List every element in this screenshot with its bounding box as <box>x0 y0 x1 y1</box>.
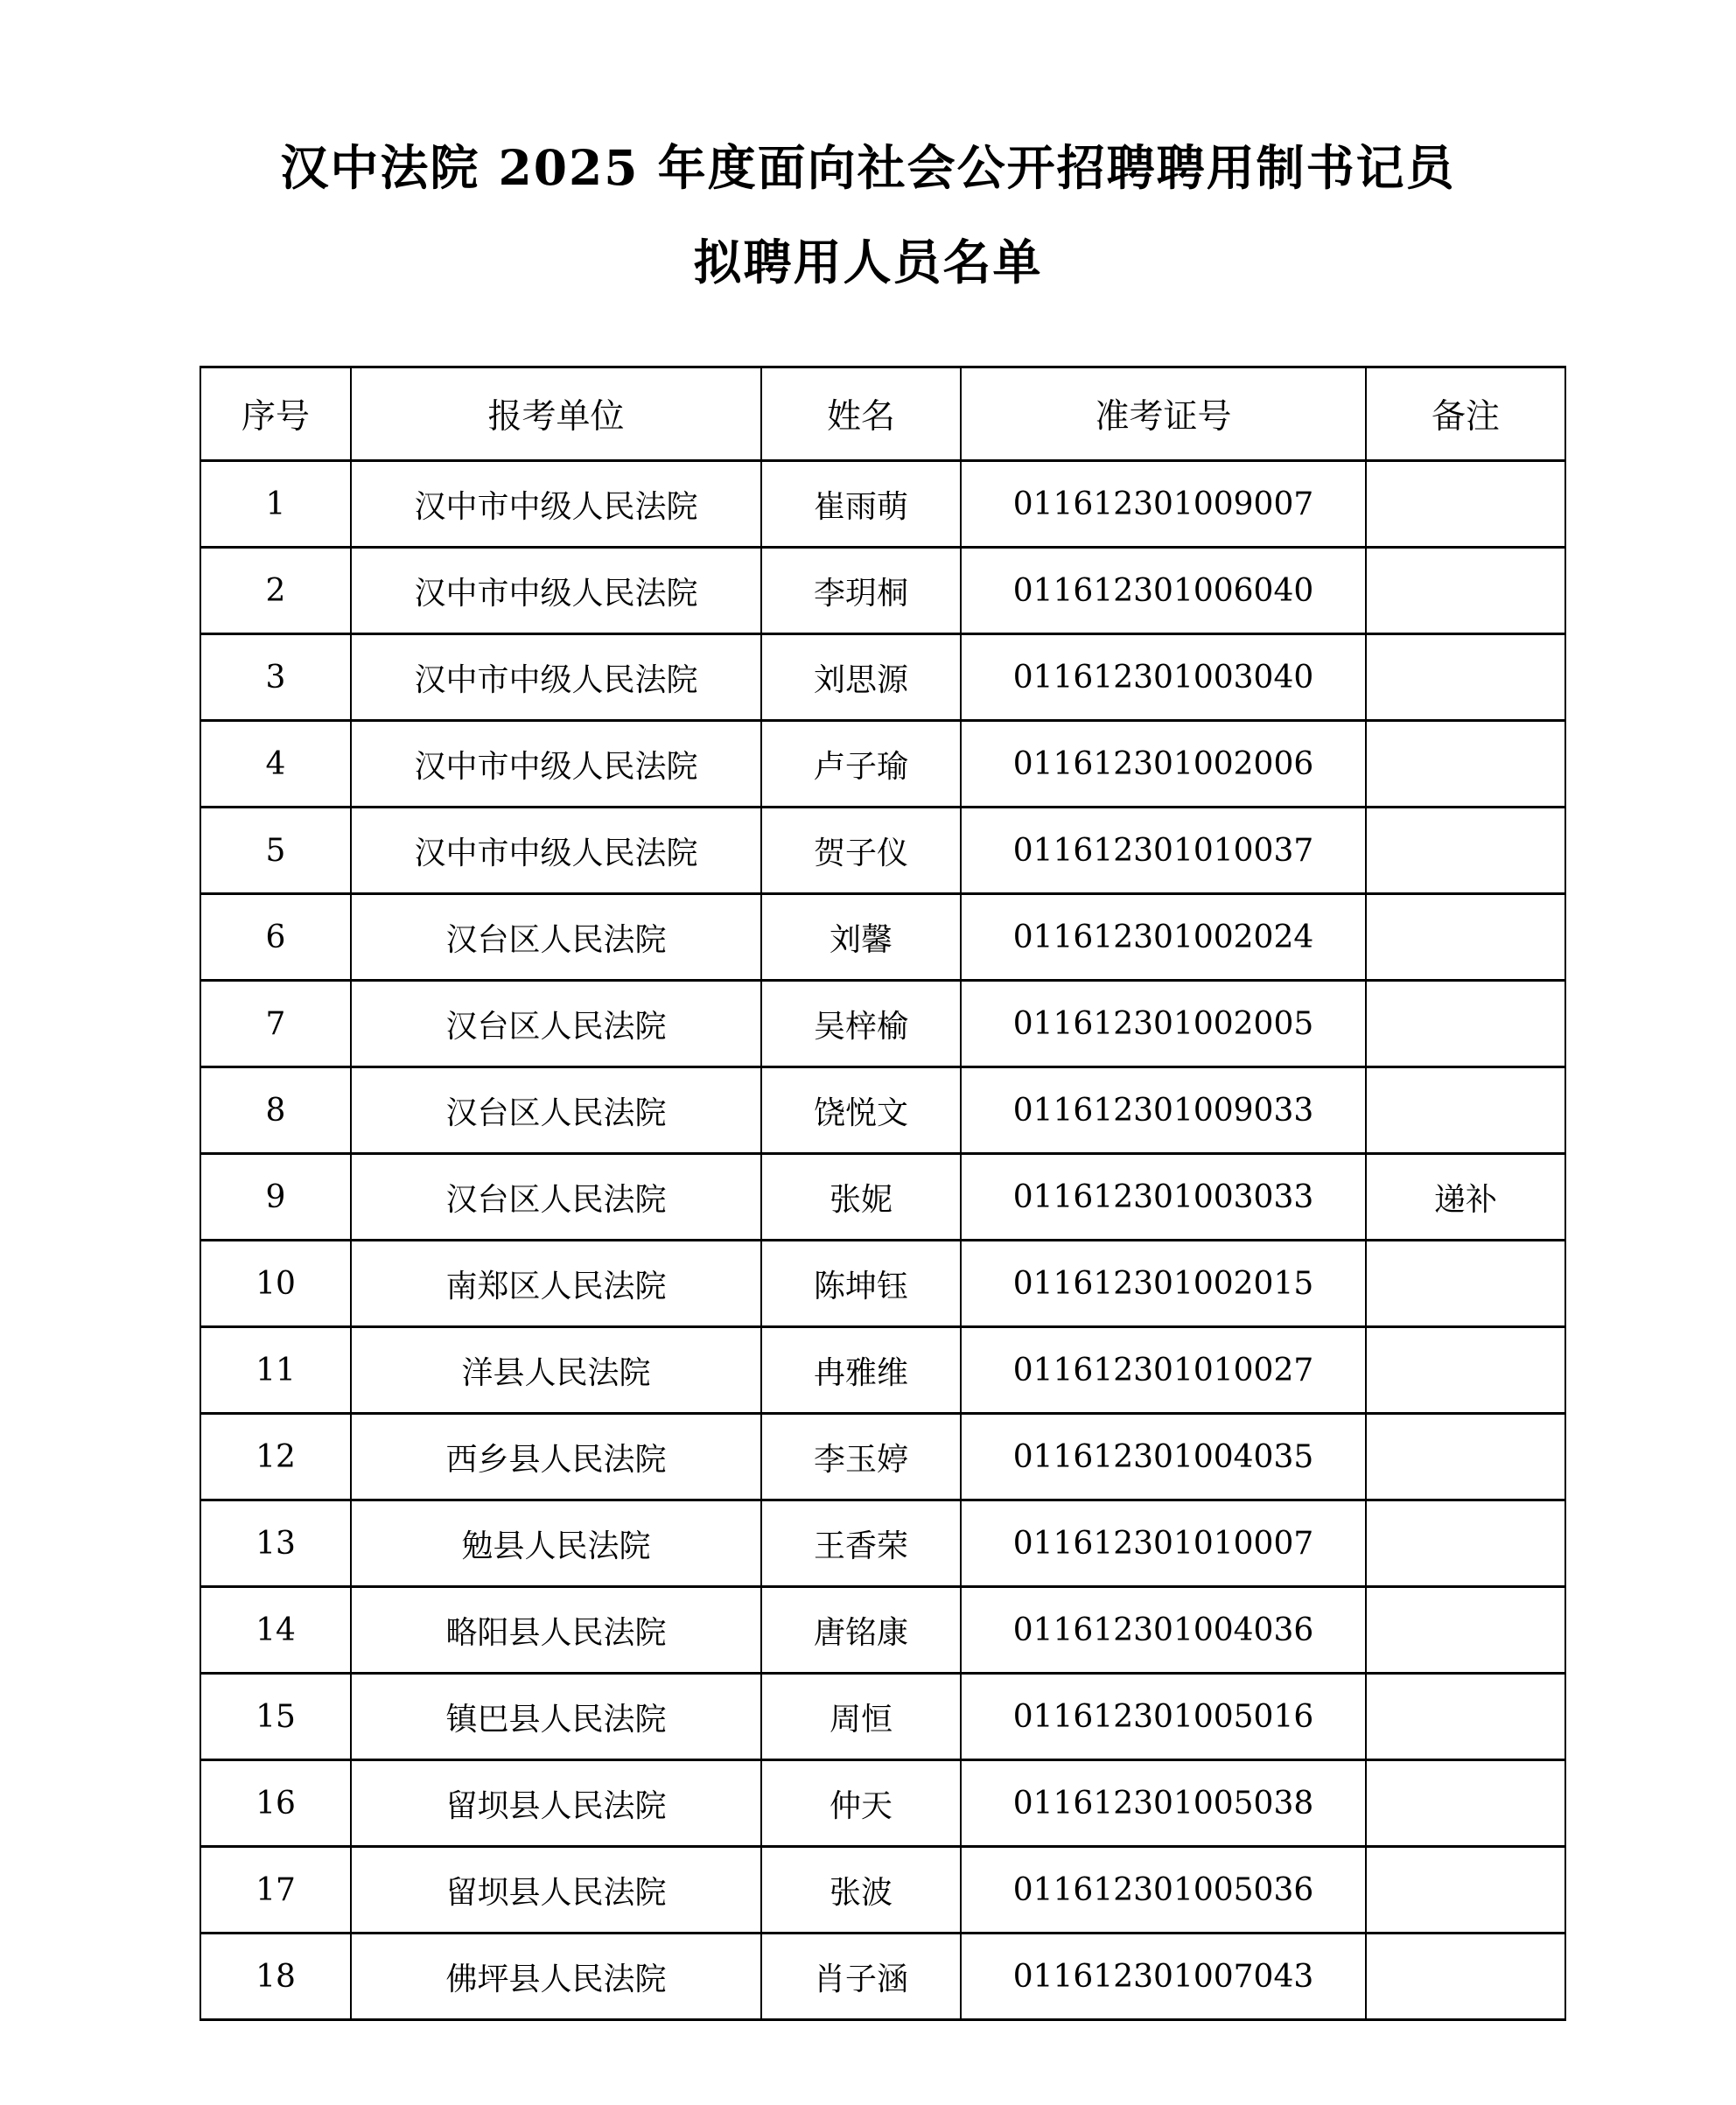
name-cell: 崔雨萌 <box>761 461 961 548</box>
serial-number-cell: 12 <box>200 1414 351 1500</box>
serial-number-cell: 17 <box>200 1847 351 1934</box>
roster-table-header <box>200 367 1565 461</box>
ticket-number-cell: 011612301005038 <box>961 1760 1366 1847</box>
remark-cell <box>1366 894 1565 981</box>
unit-cell: 汉中市中级人民法院 <box>351 548 761 634</box>
ticket-number-cell: 011612301005036 <box>961 1847 1366 1934</box>
unit-cell: 汉中市中级人民法院 <box>351 634 761 721</box>
unit-cell: 汉中市中级人民法院 <box>351 808 761 894</box>
ticket-number-cell: 011612301009007 <box>961 461 1366 548</box>
table-row <box>200 1934 1565 2020</box>
serial-number-cell: 13 <box>200 1500 351 1587</box>
serial-number-cell: 8 <box>200 1067 351 1154</box>
name-cell: 饶悦文 <box>761 1067 961 1154</box>
remark-cell: 递补 <box>1366 1154 1565 1241</box>
serial-number-cell: 4 <box>200 721 351 808</box>
name-cell: 冉雅维 <box>761 1327 961 1414</box>
name-cell: 周恒 <box>761 1674 961 1760</box>
remark-cell <box>1366 1500 1565 1587</box>
table-row <box>200 1674 1565 1760</box>
unit-cell: 南郑区人民法院 <box>351 1241 761 1327</box>
remark-cell <box>1366 1414 1565 1500</box>
remark-cell <box>1366 634 1565 721</box>
document-title-line2: 拟聘用人员名单 <box>693 234 1043 290</box>
remark-cell <box>1366 1674 1565 1760</box>
name-cell: 刘思源 <box>761 634 961 721</box>
serial-number-cell: 2 <box>200 548 351 634</box>
table-row <box>200 634 1565 721</box>
table-row <box>200 721 1565 808</box>
remark-cell <box>1366 808 1565 894</box>
remark-cell <box>1366 548 1565 634</box>
unit-cell: 汉中市中级人民法院 <box>351 721 761 808</box>
ticket-number-cell: 011612301003033 <box>961 1154 1366 1241</box>
document-title-line1: 汉中法院 2025 年度面向社会公开招聘聘用制书记员 <box>280 139 1456 196</box>
remark-cell <box>1366 1934 1565 2020</box>
table-row <box>200 1327 1565 1414</box>
name-cell: 陈坤钰 <box>761 1241 961 1327</box>
unit-cell: 汉台区人民法院 <box>351 1154 761 1241</box>
table-row <box>200 1760 1565 1847</box>
unit-cell: 汉台区人民法院 <box>351 894 761 981</box>
remark-cell <box>1366 1847 1565 1934</box>
table-row <box>200 1847 1565 1934</box>
ticket-number-cell: 011612301009033 <box>961 1067 1366 1154</box>
unit-cell: 佛坪县人民法院 <box>351 1934 761 2020</box>
unit-cell: 镇巴县人民法院 <box>351 1674 761 1760</box>
serial-number-cell: 18 <box>200 1934 351 2020</box>
serial-number-cell: 3 <box>200 634 351 721</box>
remark-cell <box>1366 1241 1565 1327</box>
table-row <box>200 981 1565 1067</box>
unit-cell: 洋县人民法院 <box>351 1327 761 1414</box>
ticket-number-cell: 011612301002005 <box>961 981 1366 1067</box>
unit-cell: 汉台区人民法院 <box>351 1067 761 1154</box>
ticket-number-cell: 011612301002024 <box>961 894 1366 981</box>
unit-cell: 勉县人民法院 <box>351 1500 761 1587</box>
serial-number-cell: 14 <box>200 1587 351 1674</box>
remark-cell <box>1366 1587 1565 1674</box>
ticket-number-cell: 011612301010007 <box>961 1500 1366 1587</box>
name-cell: 贺子仪 <box>761 808 961 894</box>
unit-cell: 留坝县人民法院 <box>351 1847 761 1934</box>
serial-number-cell: 16 <box>200 1760 351 1847</box>
name-cell: 张波 <box>761 1847 961 1934</box>
serial-number-cell: 10 <box>200 1241 351 1327</box>
ticket-number-cell: 011612301002006 <box>961 721 1366 808</box>
name-cell: 李玥桐 <box>761 548 961 634</box>
ticket-number-cell: 011612301002015 <box>961 1241 1366 1327</box>
header-ticket-number: 准考证号 <box>961 367 1366 461</box>
name-cell: 刘馨 <box>761 894 961 981</box>
table-row <box>200 1500 1565 1587</box>
unit-cell: 略阳县人民法院 <box>351 1587 761 1674</box>
table-row <box>200 1587 1565 1674</box>
serial-number-cell: 6 <box>200 894 351 981</box>
header-applied-unit: 报考单位 <box>351 367 761 461</box>
serial-number-cell: 5 <box>200 808 351 894</box>
name-cell: 吴梓榆 <box>761 981 961 1067</box>
serial-number-cell: 11 <box>200 1327 351 1414</box>
table-row <box>200 1241 1565 1327</box>
ticket-number-cell: 011612301005016 <box>961 1674 1366 1760</box>
remark-cell <box>1366 461 1565 548</box>
table-row <box>200 461 1565 548</box>
remark-cell <box>1366 1760 1565 1847</box>
serial-number-cell: 7 <box>200 981 351 1067</box>
ticket-number-cell: 011612301007043 <box>961 1934 1366 2020</box>
table-row <box>200 1067 1565 1154</box>
table-row <box>200 1414 1565 1500</box>
name-cell: 唐铭康 <box>761 1587 961 1674</box>
name-cell: 李玉婷 <box>761 1414 961 1500</box>
ticket-number-cell: 011612301006040 <box>961 548 1366 634</box>
serial-number-cell: 15 <box>200 1674 351 1760</box>
ticket-number-cell: 011612301010027 <box>961 1327 1366 1414</box>
roster-table-body <box>200 461 1565 2020</box>
ticket-number-cell: 011612301004036 <box>961 1587 1366 1674</box>
serial-number-cell: 1 <box>200 461 351 548</box>
remark-cell <box>1366 1327 1565 1414</box>
ticket-number-cell: 011612301004035 <box>961 1414 1366 1500</box>
ticket-number-cell: 011612301010037 <box>961 808 1366 894</box>
remark-cell <box>1366 1067 1565 1154</box>
table-row <box>200 1154 1565 1241</box>
name-cell: 张妮 <box>761 1154 961 1241</box>
unit-cell: 西乡县人民法院 <box>351 1414 761 1500</box>
name-cell: 王香荣 <box>761 1500 961 1587</box>
unit-cell: 汉台区人民法院 <box>351 981 761 1067</box>
remark-cell <box>1366 721 1565 808</box>
header-remark: 备注 <box>1366 367 1565 461</box>
name-cell: 肖子涵 <box>761 1934 961 2020</box>
roster-table <box>200 366 1566 2021</box>
header-name: 姓名 <box>761 367 961 461</box>
serial-number-cell: 9 <box>200 1154 351 1241</box>
name-cell: 仲天 <box>761 1760 961 1847</box>
unit-cell: 汉中市中级人民法院 <box>351 461 761 548</box>
table-row <box>200 548 1565 634</box>
unit-cell: 留坝县人民法院 <box>351 1760 761 1847</box>
table-row <box>200 894 1565 981</box>
name-cell: 卢子瑜 <box>761 721 961 808</box>
header-row <box>200 367 1565 461</box>
header-serial-number: 序号 <box>200 367 351 461</box>
remark-cell <box>1366 981 1565 1067</box>
table-row <box>200 808 1565 894</box>
ticket-number-cell: 011612301003040 <box>961 634 1366 721</box>
